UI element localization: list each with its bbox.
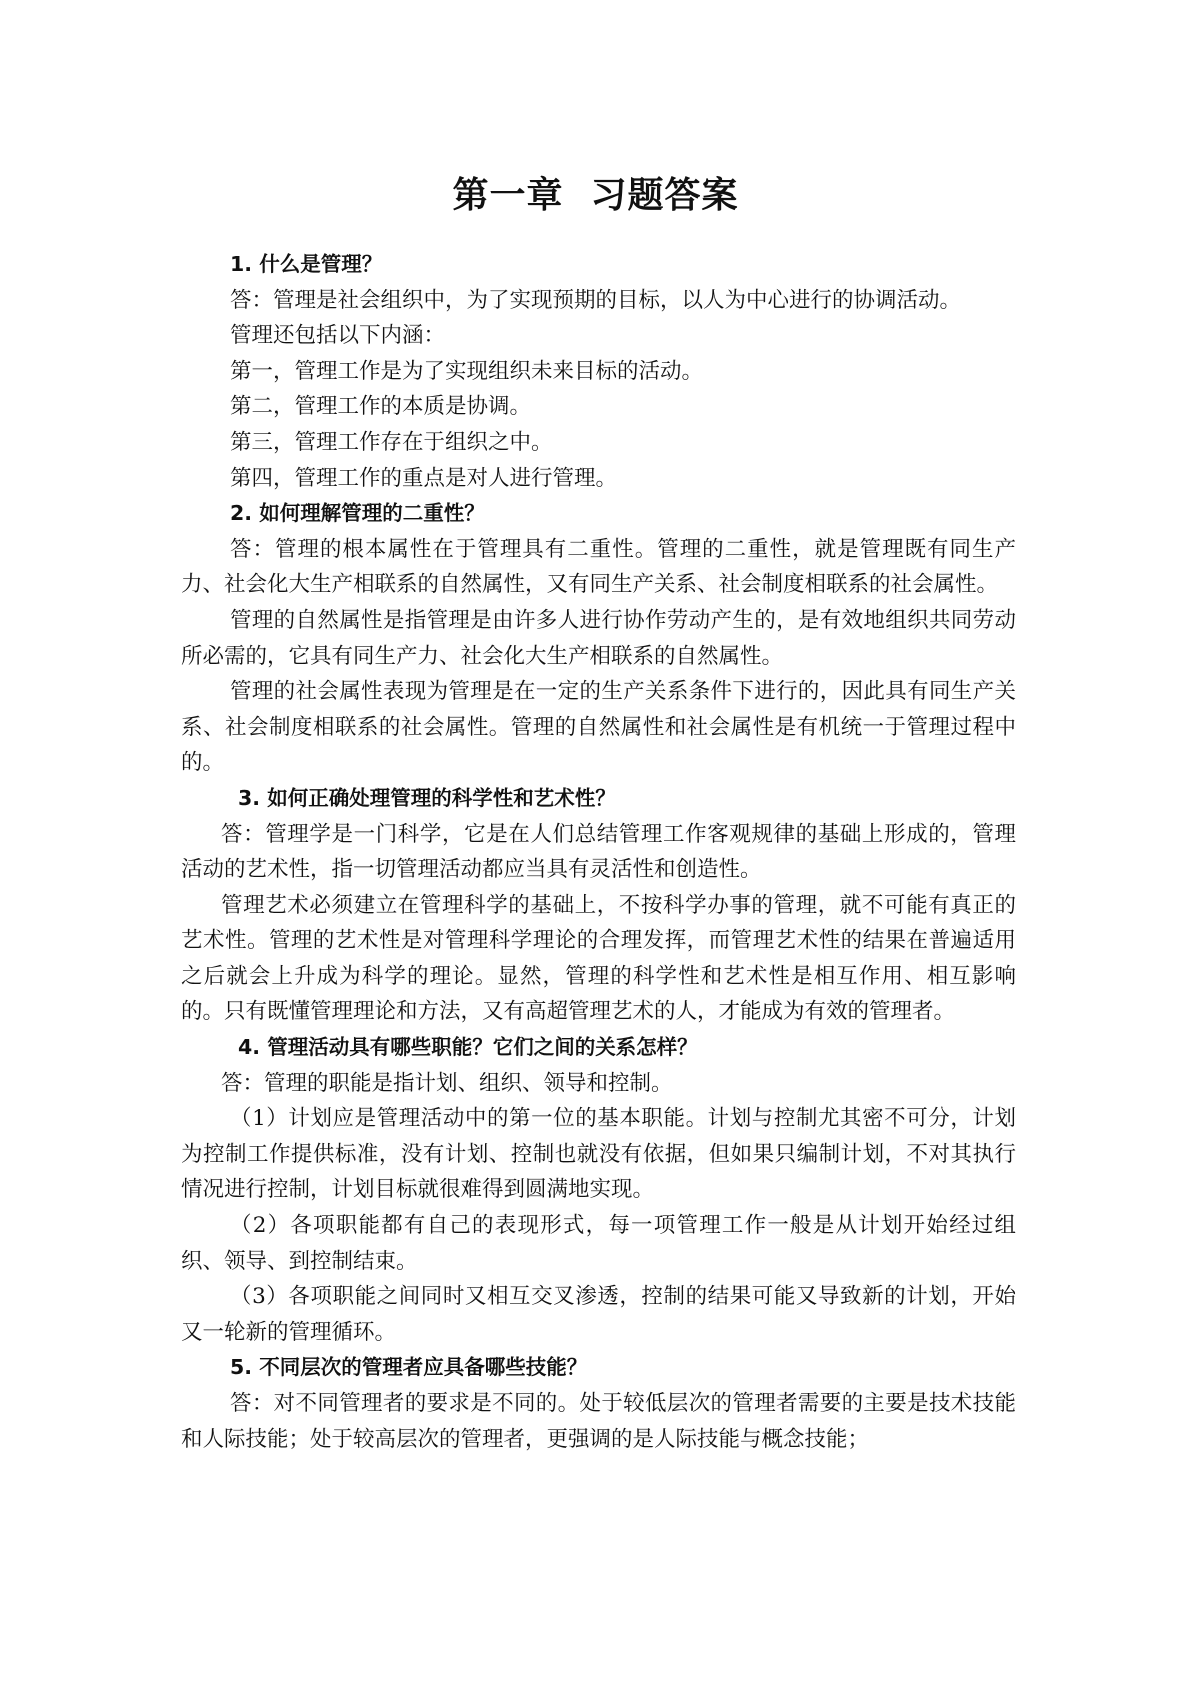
document-body [181,247,1016,1457]
question-5: 5. 不同层次的管理者应具备哪些技能？ [230,1355,588,1380]
answer-1-point: 第四，管理工作的重点是对人进行管理。 [230,465,618,491]
answer-4: 答：管理的职能是指计划、组织、领导和控制。 [221,1070,673,1096]
answer-1-point: 第一，管理工作是为了实现组织未来目标的活动。 [230,358,704,384]
page-title: 第一章 习题答案 [452,175,739,216]
answer-5: 答：对不同管理者的要求是不同的。处于较低层次的管理者需要的主要是技术技能和人际技能；处于较高层次的管理者，更强调的是人际技能与概念技能； [181,1391,1016,1452]
answer-4-item: （3）各项职能之间同时又相互交叉渗透，控制的结果可能又导致新的计划，开始又一轮新的管理循环。 [181,1284,1016,1345]
answer-1-point: 第三，管理工作存在于组织之中。 [230,429,553,455]
answer-4-item: （1）计划应是管理活动中的第一位的基本职能。计划与控制尤其密不可分，计划为控制工作提供标准，没有计划、控制也就没有依据，但如果只编制计划，不对其执行情况进行控制，计划目标就很难得到圆满地实现。 [181,1106,1016,1203]
answer-3-paragraph: 答：管理学是一门科学，它是在人们总结管理工作客观规律的基础上形成的，管理活动的艺术性，指一切管理活动都应当具有灵活性和创造性。 [181,821,1016,883]
question-4: 4. 管理活动具有哪些职能？它们之间的关系怎样？ [238,1035,698,1060]
answer-1-point: 第二，管理工作的本质是协调。 [230,394,532,420]
answer-1-intro: 管理还包括以下内涵： [230,323,446,349]
answer-4-item: （2）各项职能都有自己的表现形式，每一项管理工作一般是从计划开始经过组织、领导、到控制结束。 [181,1213,1016,1274]
question-2: 2. 如何理解管理的二重性？ [230,501,485,526]
answer-2-paragraph: 管理的社会属性表现为管理是在一定的生产关系条件下进行的，因此具有同生产关系、社会制度相联系的社会属性。管理的自然属性和社会属性是有机统一于管理过程中的。 [181,679,1016,776]
question-1: 1. 什么是管理？ [230,252,383,276]
answer-2-paragraph: 管理的自然属性是指管理是由许多人进行协作劳动产生的，是有效地组织共同劳动所必需的，它具有同生产力、社会化大生产相联系的自然属性。 [181,607,1016,669]
answer-3-paragraph: 管理艺术必须建立在管理科学的基础上，不按科学办事的管理，就不可能有真正的艺术性。管理的艺术性是对管理科学理论的合理发挥，而管理艺术性的结果在普遍适用之后就会上升成为科学的理论。显然，管理的科学性和艺术性是相互作用、相互影响的。只有既懂管理理论和方法，又有高超管理艺术的人，才能成为有效的管理者。 [181,892,1016,1025]
answer-1: 答：管理是社会组织中，为了实现预期的目标，以人为中心进行的协调活动。 [230,287,962,313]
answer-2-paragraph: 答：管理的根本属性在于管理具有二重性。管理的二重性，就是管理既有同生产力、社会化大生产相联系的自然属性，又有同生产关系、社会制度相联系的社会属性。 [181,536,1016,598]
question-3: 3. 如何正确处理管理的科学性和艺术性？ [238,785,616,810]
